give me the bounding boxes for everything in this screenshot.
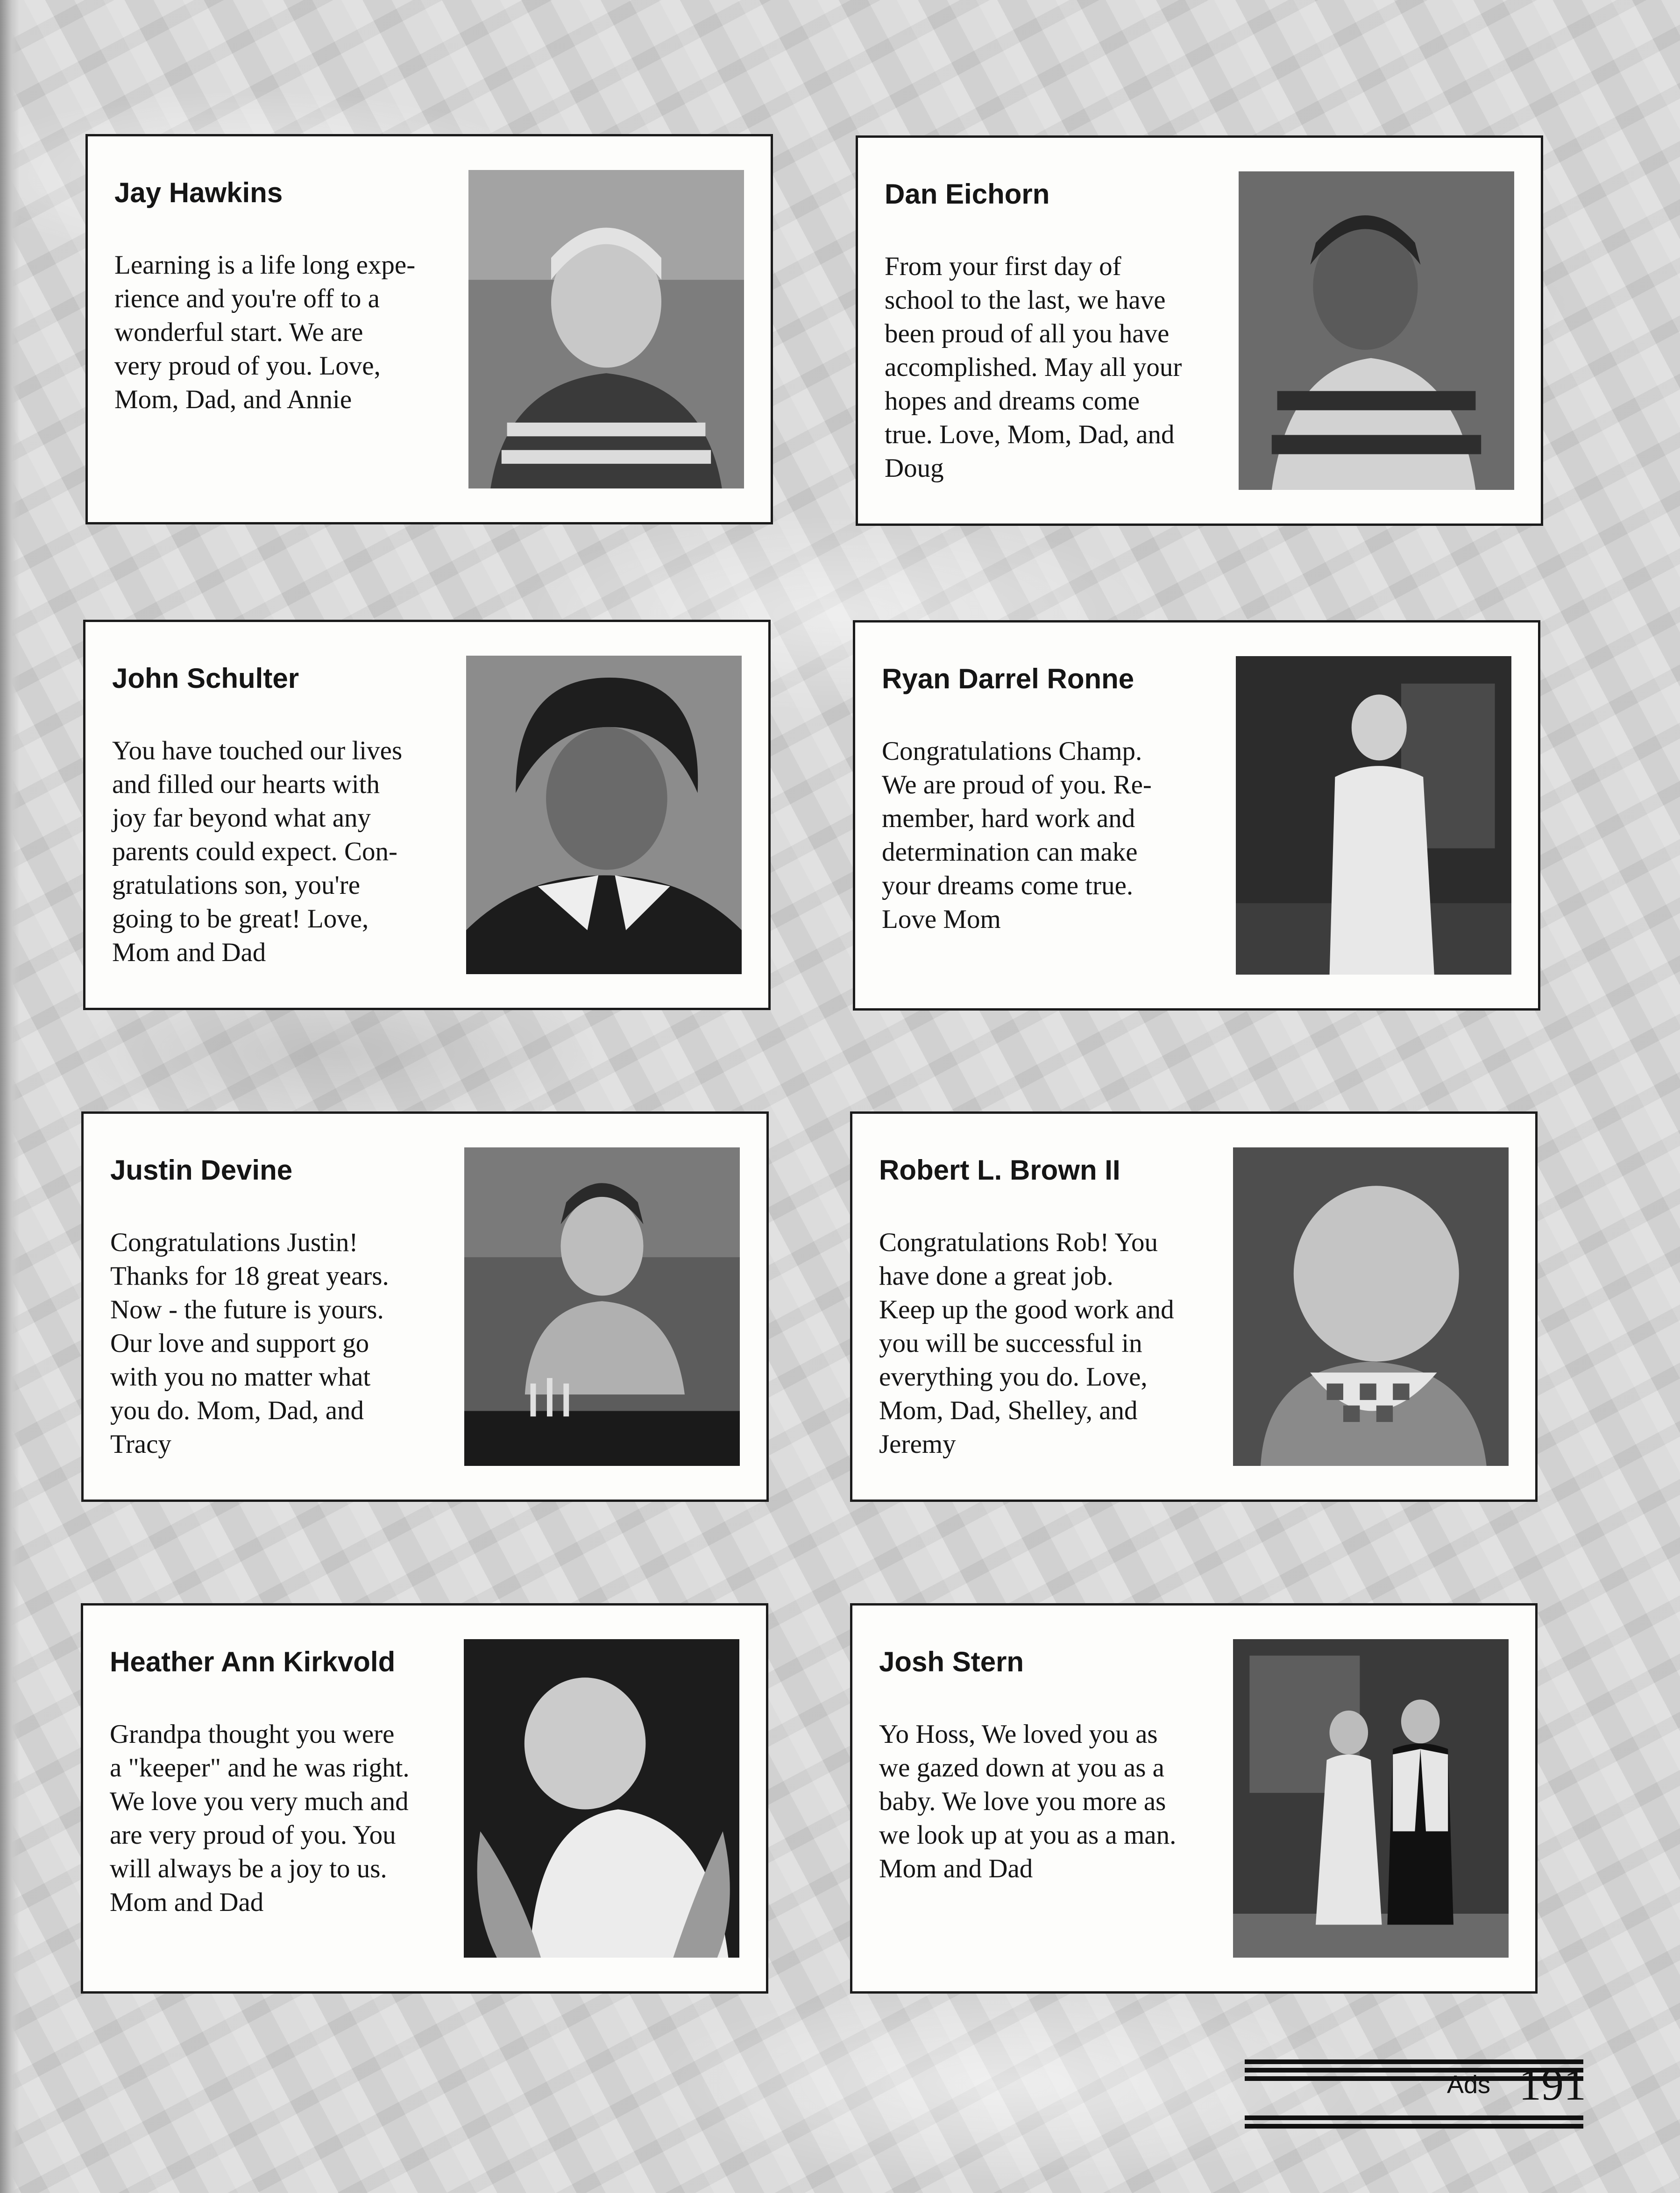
card-message: Learning is a life long expe- rience and you're off to a wonderful start. We are very proud of you. Love, Mom, Dad, and Annie	[114, 250, 416, 414]
card-name: Robert L. Brown II	[879, 1154, 1120, 1186]
footer-section-label: Ads	[1447, 2071, 1491, 2099]
card-photo	[1233, 1147, 1509, 1466]
card-message: Grandpa thought you were a "keeper" and he was right. We love you very much and are very proud of you. You will always be a joy to us. Mom and Dad	[110, 1719, 410, 1917]
card-name: Ryan Darrel Ronne	[882, 663, 1134, 694]
card-name: Jay Hawkins	[114, 177, 283, 208]
footer-rule	[1245, 2115, 1583, 2120]
portrait-photo-icon	[468, 170, 744, 488]
ad-card-robert-l-brown-ii	[850, 1111, 1538, 1502]
footer-rule	[1245, 2124, 1583, 2129]
page-spine-shadow	[0, 0, 20, 2193]
card-photo	[464, 1639, 739, 1958]
card-name: Josh Stern	[879, 1646, 1024, 1677]
card-message: From your first day of school to the last, we have been proud of all you have accomplished. May all your hopes and dreams come true. Love, Mom, Dad, and Doug	[885, 252, 1182, 483]
ad-card-josh-stern	[850, 1603, 1538, 1994]
ad-card-justin-devine	[81, 1111, 769, 1502]
card-photo	[1233, 1639, 1509, 1958]
card-message: Congratulations Champ. We are proud of you. Re- member, hard work and determination can make your dreams come true. Love Mom	[882, 736, 1152, 934]
card-message: You have touched our lives and filled our hearts with joy far beyond what any parents could expect. Con- gratulations son, you're going to be great! Love, Mom and Dad	[112, 736, 403, 967]
portrait-photo-icon	[1233, 1147, 1509, 1466]
card-photo	[464, 1147, 740, 1466]
card-photo	[1236, 656, 1511, 975]
card-message: Congratulations Rob! You have done a great job. Keep up the good work and you will be successful in everything you do. Love, Mom, Dad, Shelley, and Jeremy	[879, 1228, 1174, 1459]
card-name: Dan Eichorn	[885, 178, 1050, 210]
ad-card-jay-hawkins	[85, 134, 773, 524]
card-message: Yo Hoss, We loved you as we gazed down at you as a baby. We love you more as we look up at you as a man. Mom and Dad	[879, 1719, 1177, 1883]
ad-card-john-schulter	[83, 620, 771, 1010]
ad-card-ryan-darrel-ronne	[853, 620, 1540, 1011]
portrait-photo-icon	[464, 1147, 740, 1466]
portrait-photo-icon	[1233, 1639, 1509, 1958]
ad-card-dan-eichorn	[856, 135, 1543, 526]
card-photo	[466, 656, 742, 974]
portrait-photo-icon	[464, 1639, 739, 1958]
ad-card-heather-ann-kirkvold	[81, 1603, 768, 1994]
card-photo	[1239, 171, 1514, 490]
card-name: Heather Ann Kirkvold	[110, 1646, 396, 1677]
portrait-photo-icon	[1239, 171, 1514, 490]
card-photo	[468, 170, 744, 488]
page-number: 191	[1519, 2059, 1586, 2109]
portrait-photo-icon	[1236, 656, 1511, 975]
card-message: Congratulations Justin! Thanks for 18 great years. Now - the future is yours. Our love and support go with you no matter what you do. Mom, Dad, and Tracy	[110, 1228, 389, 1459]
card-name: John Schulter	[112, 663, 299, 694]
portrait-photo-icon	[466, 656, 742, 974]
card-name: Justin Devine	[110, 1154, 293, 1186]
